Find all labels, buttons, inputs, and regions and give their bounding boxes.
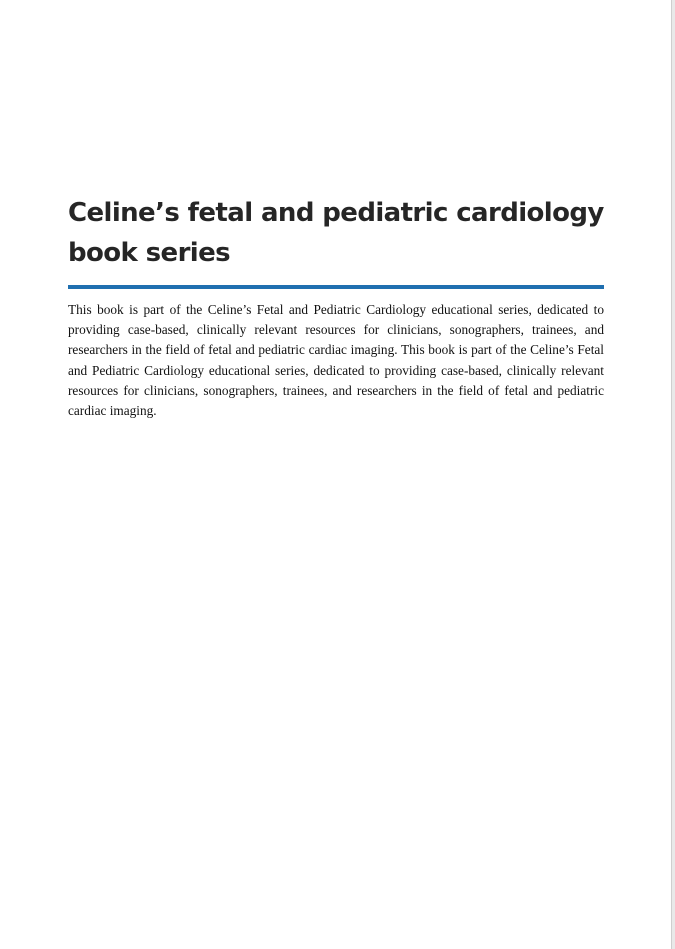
title-divider bbox=[68, 285, 604, 289]
series-description: This book is part of the Celine’s Fetal and Pediatric Cardiology educational series, dedicated to providing case-based, clinically relevant resources for clinicians, sonographers, trainees, and researchers in the field of fetal and pediatric cardiac imaging. This book is part of the Celine’s Fetal and Pediatric Cardiology educational series, dedicated to providing case-based, clinically relevant resources for clinicians, sonographers, trainees, and researchers in the field of fetal and pediatric cardiac imaging. bbox=[68, 302, 604, 419]
page-title: Celine’s fetal and pediatric cardiology book series bbox=[68, 198, 604, 268]
